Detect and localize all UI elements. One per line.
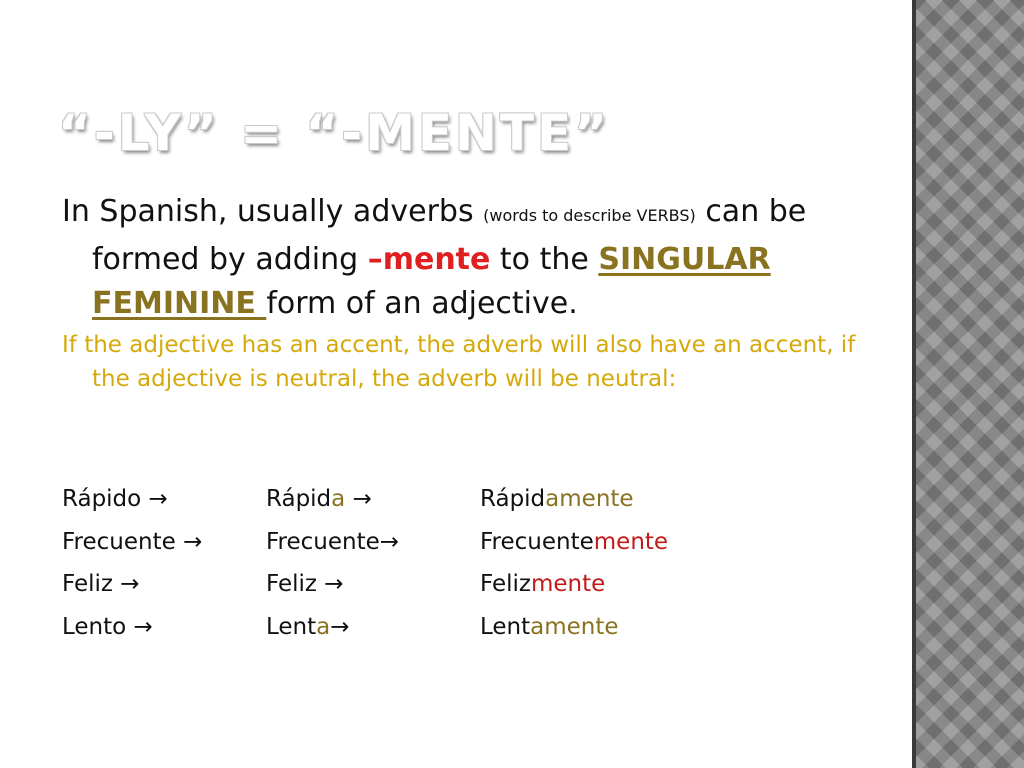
adverb-ending: amente [545, 486, 634, 512]
rule-text-4: form of an adjective. [266, 286, 578, 321]
sidebar-edge [912, 0, 916, 768]
fem-form: Feliz [266, 571, 317, 597]
adverb-base: Frecuente [480, 529, 594, 555]
arrow-icon: → [379, 529, 400, 555]
rule-text-3: to the [490, 242, 599, 277]
adverb-base: Feliz [480, 571, 531, 597]
adverb-ending: mente [530, 571, 606, 597]
arrow-icon: → [148, 486, 168, 512]
masc-form: Lento [62, 614, 127, 640]
rule-note: (words to describe VERBS) [483, 206, 696, 225]
adverb-base: Lent [480, 614, 531, 640]
arrow-icon: → [352, 486, 372, 512]
fem-form: Lent [266, 614, 317, 640]
arrow-icon: → [183, 529, 203, 555]
masc-form: Feliz [62, 571, 113, 597]
fem-form: Frecuente [266, 529, 380, 555]
mente-suffix: –mente [367, 242, 491, 277]
slide-title: “-LY” = “-MENTE” [58, 104, 610, 162]
rule-text-2: can be formed by adding [92, 194, 807, 277]
adverb-base: Rápid [480, 486, 546, 512]
masc-form: Frecuente [62, 529, 176, 555]
masc-form: Rápido [62, 486, 142, 512]
fem-ending: a [331, 486, 346, 512]
rule-paragraph [62, 190, 862, 326]
adverb-ending: amente [530, 614, 619, 640]
fem-form: Rápid [266, 486, 332, 512]
singular-feminine-link: SINGULAR FEMININE [92, 242, 771, 321]
adverb-ending: mente [593, 529, 669, 555]
arrow-icon: → [120, 571, 140, 597]
fem-ending: a [316, 614, 331, 640]
arrow-icon: → [324, 571, 344, 597]
decorative-sidebar [912, 0, 1024, 768]
arrow-icon: → [330, 614, 350, 640]
accent-note: If the adjective has an accent, the adverb will also have an accent, if the adjective is neutral, the adverb will be neutral: [62, 332, 856, 392]
arrow-icon: → [133, 614, 153, 640]
rule-text-1: In Spanish, usually adverbs [62, 194, 484, 229]
